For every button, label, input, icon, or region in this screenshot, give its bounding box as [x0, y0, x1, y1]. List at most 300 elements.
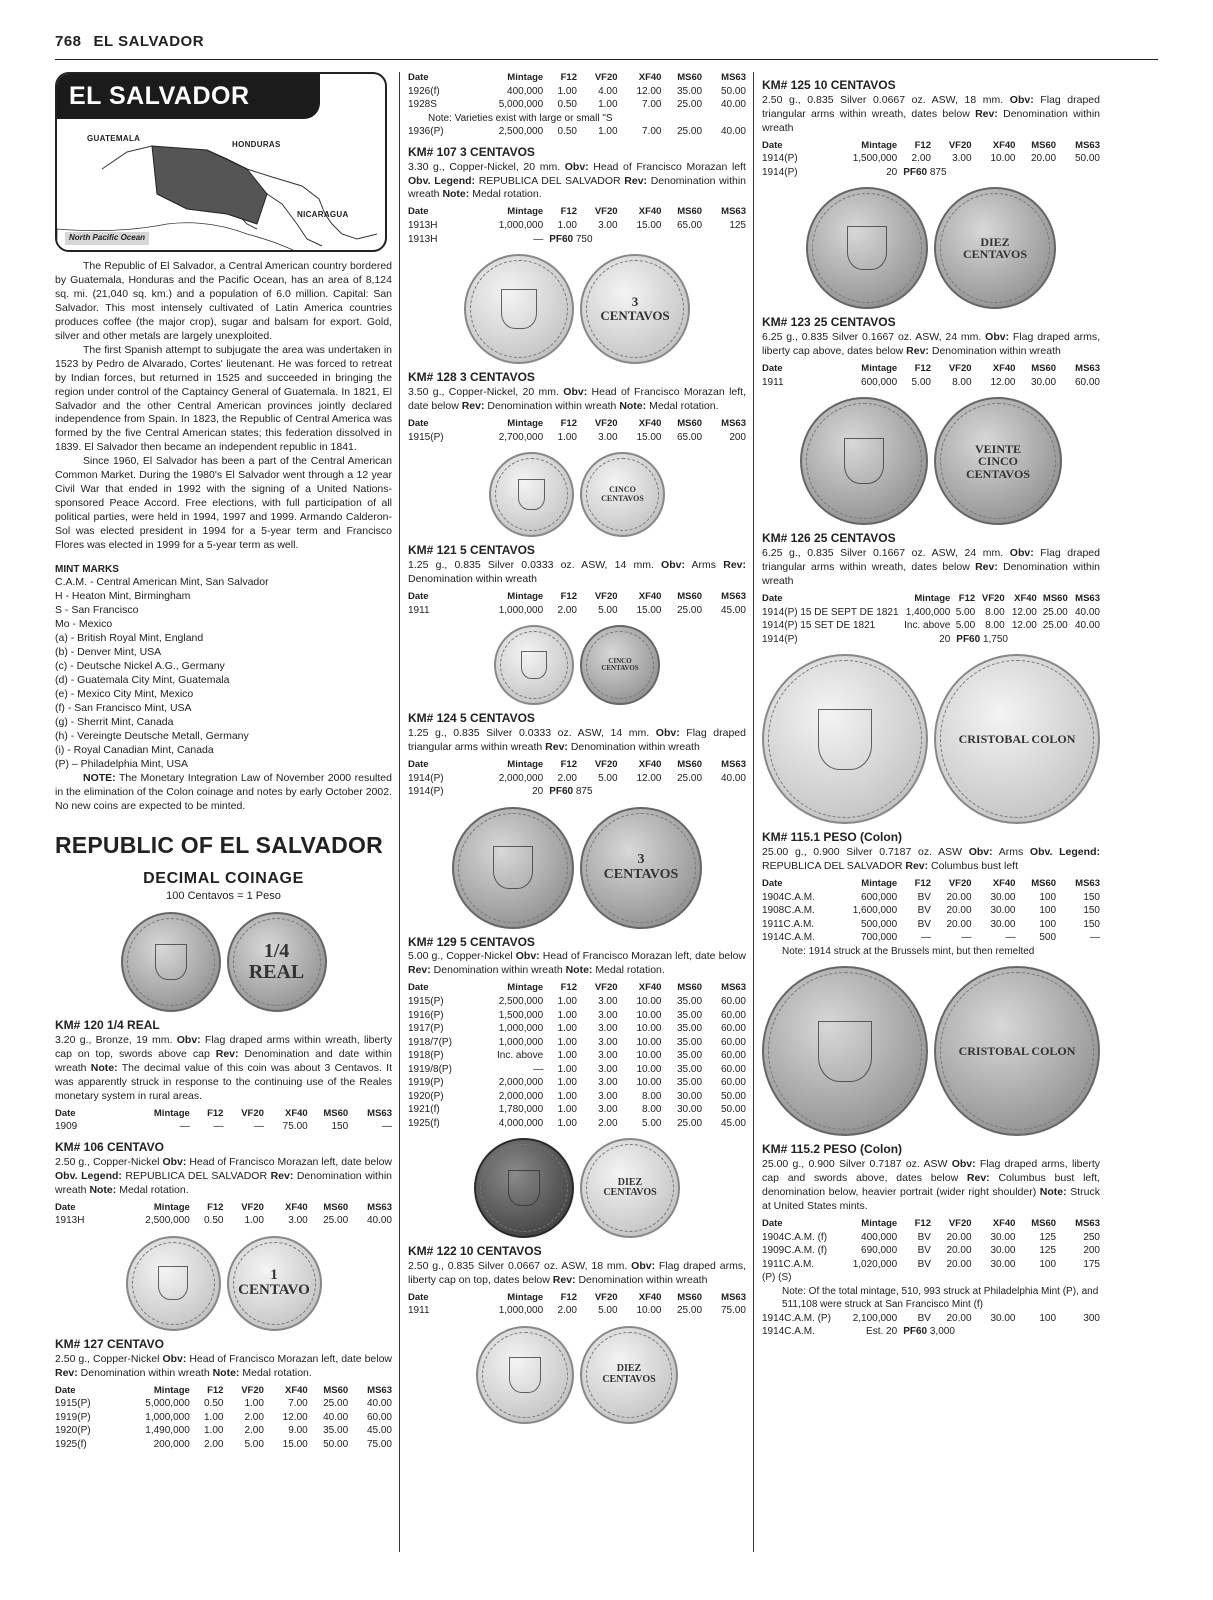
mintage-table: [408, 418, 746, 444]
table-cell: 5,000,000: [145, 1398, 190, 1410]
table-cell: 12.00: [636, 85, 662, 97]
intro-paragraph: The Republic of El Salvador, a Central American country bordered by Guatemala, Honduras and the Pacific Ocean, has an area of 8,124 sq. mi. (21,040 sq. km.) and a population of 6.0 million. Capital: San Salvador. This most intensely cultivated of Latin America countries produces coffee (the major crop), sugar and balsam for export. Gold, silver and other metals are largely unexploited.: [55, 260, 392, 342]
mint-mark-item: C.A.M. - Central American Mint, San Salvador: [55, 576, 269, 589]
column-header: F12: [560, 758, 577, 770]
description-label: Rev:: [905, 860, 929, 873]
mint-mark-item: S - San Francisco: [55, 604, 139, 617]
table-cell: 45.00: [720, 1117, 746, 1129]
table-cell: 30.00: [990, 1231, 1016, 1243]
coin-denomination: DIEZ CENTAVOS: [962, 234, 1027, 262]
column-header: MS60: [677, 1291, 703, 1303]
table-row: [408, 1009, 746, 1023]
column-header: MS63: [721, 758, 746, 770]
description-label: Obv. Legend:: [408, 174, 476, 187]
running-title: EL SALVADOR: [93, 33, 205, 50]
entry-description: 25.00 g., 0.900 Silver 0.7187 oz. ASW Obv: Flag draped arms, liberty cap and swords above, dates below Rev: Columbus bust left, denomination below, heavier portrait (wider right shoulder) Note: Struck at United States mints.: [762, 1158, 1101, 1213]
column-header: Date: [762, 878, 783, 890]
table-cell: 1909C.A.M. (f): [762, 1245, 828, 1257]
table-cell: 1.00: [557, 996, 577, 1007]
mint-marks-note: NOTE: The Monetary Integration Law of November 2000 resulted in the elimination of the Colon coinage and notes by early October 2002. No new coins are expected to be minted.: [55, 771, 392, 812]
table-cell: 1.00: [557, 431, 577, 443]
table-row: [762, 918, 1100, 932]
coin-images: [762, 397, 1100, 525]
coin-images: [408, 1138, 746, 1238]
table-cell: 5.00: [598, 772, 618, 784]
column-header: Mintage: [507, 417, 544, 429]
table-row: [408, 1103, 746, 1117]
table-cell: —: [179, 1121, 190, 1133]
table-cell: 2.00: [598, 1117, 618, 1129]
table-cell: 1925(f): [408, 1117, 440, 1129]
table-header-row: [762, 1218, 1100, 1231]
table-cell: 2.00: [244, 1411, 264, 1423]
entry-title: KM# 128 3 CENTAVOS: [408, 370, 535, 385]
table-cell: 3.00: [598, 1090, 618, 1102]
table-cell: 125: [729, 220, 746, 232]
description-label: Obv:: [631, 1259, 656, 1272]
column-header: MS63: [721, 417, 746, 429]
obverse-coin-image: [476, 1326, 574, 1424]
table-cell: 3.00: [598, 431, 618, 443]
table-cell: —: [1005, 932, 1016, 944]
mintage-table: [762, 878, 1100, 958]
table-cell: 20.00: [946, 905, 972, 917]
column-header: MS63: [1075, 1218, 1100, 1230]
table-cell: 2.00: [204, 1438, 224, 1450]
column-header: Date: [762, 1218, 783, 1230]
proof-row: [762, 166, 1100, 180]
catalog-entry: [762, 1142, 1100, 1338]
table-cell: 2,700,000: [498, 431, 544, 443]
entry-title: KM# 123 25 CENTAVOS: [762, 315, 896, 330]
table-cell: 12.00: [636, 772, 662, 784]
column-header: Date: [762, 593, 783, 605]
column-header: Date: [408, 417, 429, 429]
table-cell: 1,780,000: [498, 1104, 544, 1115]
table-cell: 60.00: [366, 1411, 392, 1423]
catalog-entry: [408, 935, 746, 1130]
table-cell: 30.00: [676, 1090, 703, 1102]
table-cell: 45.00: [720, 604, 746, 616]
column-header: MS63: [721, 590, 746, 602]
table-row: [762, 1312, 1100, 1326]
table-row: [408, 1022, 746, 1036]
column-header: XF40: [638, 590, 662, 602]
table-cell: 0.50: [204, 1215, 224, 1227]
table-cell: 2,100,000: [852, 1312, 898, 1324]
table-cell: 3.00: [598, 1036, 618, 1048]
table-cell: 50.00: [323, 1438, 349, 1450]
table-cell: 1913H: [55, 1215, 85, 1227]
mint-mark-item: (d) - Guatemala City Mint, Guatemala: [55, 673, 230, 686]
table-row: [762, 606, 1100, 620]
coin-denomination: 3 CENTAVOS: [603, 851, 679, 882]
table-cell: 8.00: [642, 1090, 662, 1102]
note-row: [762, 945, 1100, 959]
column-header: XF40: [992, 139, 1016, 151]
table-header-row: [55, 1385, 392, 1398]
column-header: Mintage: [861, 1218, 898, 1230]
table-row: [408, 772, 746, 786]
description-label: Note:: [212, 1366, 240, 1379]
description-label: Obv:: [951, 1158, 976, 1171]
table-cell: 2,500,000: [145, 1215, 190, 1227]
column-3: [762, 72, 1100, 1339]
description-label: Rev:: [906, 345, 929, 358]
table-cell: 175: [1083, 1258, 1100, 1270]
mintage-table: [762, 593, 1100, 646]
table-cell: 1914(P) 15 SET DE 1821: [762, 620, 876, 632]
table-cell: 2.00: [557, 604, 577, 616]
table-cell: 35.00: [676, 1036, 703, 1048]
catalog-entry: [408, 370, 746, 444]
coin-images: [408, 807, 746, 929]
coin-denomination: CINCO CENTAVOS: [601, 656, 639, 673]
table-cell: 1920(P): [408, 1090, 444, 1102]
proof-row: [762, 633, 1100, 647]
obverse-coin-image: [489, 452, 574, 537]
table-cell: 2,500,000: [498, 996, 544, 1007]
catalog-entry: [55, 1140, 392, 1228]
map-label-nicaragua: NICARAGUA: [297, 210, 349, 219]
column-header: MS63: [721, 72, 746, 83]
table-row: [55, 1214, 392, 1228]
table-cell: 12.00: [1011, 606, 1037, 618]
table-cell: 3.00: [598, 1104, 618, 1115]
note-row: [762, 1285, 1100, 1312]
column-header: XF40: [992, 1218, 1016, 1230]
table-cell: 50.00: [720, 1104, 746, 1115]
table-cell: 1918/7(P): [408, 1036, 452, 1048]
proof-label: PF60: [549, 786, 574, 798]
table-cell: 10.00: [636, 996, 662, 1007]
table-cell: —: [961, 932, 972, 944]
proof-row: [762, 1325, 1100, 1339]
table-cell: 75.00: [282, 1121, 308, 1133]
table-header-row: [408, 72, 746, 85]
entry-description: 1.25 g., 0.835 Silver 0.0333 oz. ASW, 14 mm. Obv: Arms Rev: Denomination within wreath: [408, 559, 746, 585]
table-cell: BV: [917, 905, 931, 917]
column-header: XF40: [284, 1107, 308, 1119]
table-cell: 7.00: [288, 1398, 308, 1410]
table-cell: 30.00: [990, 905, 1016, 917]
map-label-ocean: North Pacific Ocean: [65, 232, 149, 245]
table-cell: 40.00: [720, 99, 746, 111]
table-header-row: [408, 418, 746, 431]
table-row: [408, 219, 746, 233]
column-header: MS60: [677, 590, 703, 602]
table-cell: 125: [1039, 1231, 1057, 1243]
catalog-entry: [55, 1337, 392, 1451]
table-cell: 10.00: [636, 1050, 662, 1061]
column-header: MS63: [721, 206, 746, 218]
table-cell: 1.00: [557, 1023, 577, 1034]
mint-mark-item: (g) - Sherrit Mint, Canada: [55, 715, 174, 728]
table-cell: 1919(P): [408, 1077, 444, 1088]
table-cell: 1926(f): [408, 85, 440, 97]
table-cell: 35.00: [676, 1050, 703, 1061]
table-cell: 150: [331, 1121, 349, 1133]
column-header: MS60: [323, 1384, 349, 1396]
table-cell: —: [253, 1121, 264, 1133]
table-cell: Inc. above: [904, 620, 951, 632]
table-cell: 2.00: [557, 1305, 577, 1317]
table-row: [408, 1036, 746, 1050]
table-cell: 12.00: [1011, 620, 1037, 632]
column-header: XF40: [638, 417, 662, 429]
coat-of-arms-icon: [508, 1170, 540, 1206]
table-cell: 1.00: [598, 99, 618, 111]
column-header: Mintage: [861, 363, 898, 375]
column-header: MS63: [1075, 363, 1100, 375]
table-cell: 20.00: [946, 918, 972, 930]
table-cell: 2,500,000: [498, 126, 544, 138]
column-header: VF20: [594, 206, 618, 218]
table-cell: 1904C.A.M.: [762, 891, 815, 903]
table-cell: 3.00: [288, 1215, 308, 1227]
table-header-row: [762, 363, 1100, 376]
table-cell: —: [382, 1121, 392, 1133]
table-cell: BV: [917, 918, 931, 930]
table-cell: 15.00: [636, 604, 662, 616]
table-row: [408, 995, 746, 1009]
entry-description: 1.25 g., 0.835 Silver 0.0333 oz. ASW, 14 mm. Obv: Flag draped triangular arms within wreath Rev: Denomination within wreath: [408, 726, 746, 753]
column-header: MS60: [323, 1107, 349, 1119]
table-row: [408, 1076, 746, 1090]
table-cell: 125: [1039, 1245, 1057, 1257]
mintage-table: [408, 759, 746, 799]
table-cell: 1914(P): [762, 153, 798, 165]
reverse-coin-image: [580, 254, 690, 364]
column-header: VF20: [594, 758, 618, 770]
coin-denomination: DIEZ CENTAVOS: [603, 1176, 657, 1198]
column-header: MS60: [1031, 363, 1057, 375]
column-header: Mintage: [153, 1201, 190, 1213]
table-cell: 3.00: [598, 220, 618, 232]
column-header: VF20: [594, 982, 618, 994]
table-cell: 1919(P): [55, 1411, 91, 1423]
mintage-table: [762, 363, 1100, 389]
entry-title: KM# 106 CENTAVO: [55, 1139, 164, 1154]
table-cell: Est. 20: [866, 1326, 898, 1338]
table-cell: 8.00: [642, 1104, 662, 1115]
coin-images: [408, 452, 746, 537]
section-subtitle: DECIMAL COINAGE: [143, 870, 304, 888]
table-cell: 1,600,000: [852, 905, 898, 917]
map-label-guatemala: GUATEMALA: [87, 134, 141, 143]
table-cell: 30.00: [990, 1258, 1016, 1270]
description-label: Rev:: [552, 1273, 576, 1286]
table-cell: 50.00: [720, 85, 746, 97]
table-cell: 10.00: [636, 1077, 662, 1088]
coat-of-arms-icon: [847, 226, 886, 270]
table-cell: 1,400,000: [905, 606, 951, 618]
description-label: Rev:: [408, 964, 431, 977]
table-cell: 20.00: [946, 891, 972, 903]
column-header: VF20: [594, 72, 618, 83]
description-label: Rev:: [975, 107, 998, 120]
table-cell: 8.00: [985, 606, 1005, 618]
reverse-coin-image: [934, 397, 1062, 525]
column-header: Date: [408, 982, 429, 994]
table-row: [408, 1049, 746, 1063]
mint-mark-item: H - Heaton Mint, Birmingham: [55, 590, 191, 603]
table-cell: 9.00: [288, 1425, 308, 1437]
table-cell: 35.00: [323, 1425, 349, 1437]
table-row: [55, 1438, 392, 1452]
table-cell: 3.00: [598, 996, 618, 1007]
column-2: [408, 72, 746, 1428]
table-row: [762, 152, 1100, 166]
table-cell: 60.00: [720, 1036, 746, 1048]
table-row: [55, 1411, 392, 1425]
table-cell: 150: [1083, 918, 1100, 930]
table-header-row: [55, 1202, 392, 1215]
table-cell: 60.00: [720, 1077, 746, 1088]
table-cell: 1914(P): [408, 772, 444, 784]
coat-of-arms-icon: [521, 651, 547, 680]
table-cell: 1,000,000: [498, 1305, 544, 1317]
table-row: [762, 376, 1100, 390]
table-cell: 100: [1039, 918, 1057, 930]
column-header: F12: [560, 1291, 577, 1303]
table-cell: 150: [1083, 905, 1100, 917]
mint-mark-item: (f) - San Francisco Mint, USA: [55, 701, 192, 714]
table-cell: 25.00: [676, 772, 703, 784]
mintage-table: [408, 591, 746, 617]
table-header-row: [408, 759, 746, 772]
table-cell: —: [213, 1121, 224, 1133]
column-divider: [753, 72, 754, 1552]
table-cell: 2,000,000: [498, 772, 544, 784]
table-row: [408, 85, 746, 99]
reverse-coin-image: [934, 187, 1056, 309]
coat-of-arms-icon: [493, 846, 532, 890]
table-cell: 2.00: [244, 1425, 264, 1437]
table-cell: 5.00: [642, 1117, 662, 1129]
column-header: F12: [560, 982, 577, 994]
table-cell: 1.00: [244, 1215, 264, 1227]
table-row: [762, 619, 1100, 633]
description-label: Rev:: [966, 1172, 990, 1185]
table-cell: 1,000,000: [498, 1036, 544, 1048]
table-cell: 1911C.A.M.: [762, 918, 815, 930]
table-cell: 1.00: [557, 1063, 577, 1075]
table-cell: —: [533, 1063, 544, 1075]
table-cell: 1.00: [557, 1036, 577, 1048]
table-header-row: [408, 206, 746, 219]
table-cell: 12.00: [282, 1411, 308, 1423]
description-label: Rev:: [545, 740, 568, 753]
proof-label: PF60: [903, 166, 928, 178]
table-cell: 10.00: [636, 1305, 662, 1317]
coat-of-arms-icon: [501, 289, 536, 329]
table-row: [762, 891, 1100, 905]
column-header: F12: [207, 1107, 224, 1119]
table-cell: 1,000,000: [498, 220, 544, 232]
table-cell: 12.00: [990, 376, 1016, 388]
catalog-entry: [408, 145, 746, 246]
table-row: [762, 1231, 1100, 1245]
column-header: MS60: [677, 206, 703, 218]
table-cell: 45.00: [366, 1425, 392, 1437]
column-header: Date: [408, 72, 429, 83]
column-header: F12: [958, 593, 976, 605]
column-header: MS60: [1031, 878, 1057, 890]
column-header: F12: [914, 363, 931, 375]
table-cell: 1915(P): [408, 996, 444, 1007]
table-cell: 1917(P): [408, 1023, 444, 1034]
table-cell: 1,500,000: [852, 153, 898, 165]
table-cell: 1.00: [598, 126, 618, 138]
table-header-row: [762, 593, 1100, 606]
table-cell: 1,000,000: [498, 1023, 544, 1034]
table-cell: 20: [939, 633, 951, 645]
entry-description: 3.30 g., Copper-Nickel, 20 mm. Obv: Head of Francisco Morazan left Obv. Legend: REPUBLICA DEL SALVADOR Rev: Denomination within wreath Note: Medal rotation.: [408, 160, 746, 201]
coin-images: [408, 1326, 746, 1424]
table-cell: BV: [917, 1312, 931, 1324]
mint-mark-item: Mo - Mexico: [55, 618, 113, 631]
entry-description: 6.25 g., 0.835 Silver 0.1667 oz. ASW, 24 mm. Obv: Flag draped triangular arms within wreath, dates below Rev: Denomination within wreath: [762, 547, 1100, 588]
description-label: Obv:: [655, 726, 680, 739]
mintage-table: [762, 140, 1100, 180]
column-header: F12: [914, 878, 931, 890]
table-cell: 1.00: [557, 1009, 577, 1021]
table-cell: 3.00: [952, 153, 972, 165]
description-label: Note:: [90, 1061, 118, 1074]
column-header: MS63: [1075, 878, 1100, 890]
table-note: Note: Of the total mintage, 510, 993 struck at Philadelphia Mint (P), and 511,108 were struck at San Francisco Mint (f): [782, 1285, 1099, 1311]
column-divider: [399, 72, 400, 1552]
map-label-honduras: HONDURAS: [232, 140, 281, 149]
reverse-coin-image: [580, 807, 702, 929]
table-cell: 500: [1039, 932, 1057, 944]
reverse-coin-image: [934, 966, 1100, 1136]
table-cell: 5.00: [955, 606, 976, 618]
column-header: VF20: [948, 139, 972, 151]
catalog-entry: [408, 711, 746, 798]
entry-title: KM# 127 CENTAVO: [55, 1336, 164, 1351]
table-cell: 60.00: [1074, 376, 1100, 388]
coat-of-arms-icon: [509, 1357, 540, 1392]
table-cell: 0.50: [557, 126, 577, 138]
table-cell: 50.00: [1074, 153, 1100, 165]
table-cell: 35.00: [676, 1023, 703, 1034]
description-label: Rev:: [723, 559, 746, 571]
obverse-coin-image: [452, 807, 574, 929]
table-cell: 20.00: [946, 1231, 972, 1243]
mint-mark-item: (P) – Philadelphia Mint, USA: [55, 757, 189, 770]
table-cell: 25.00: [676, 1117, 703, 1129]
entry-title: KM# 129 5 CENTAVOS: [408, 934, 535, 949]
table-cell: 100: [1039, 1312, 1057, 1324]
table-cell: 1914C.A.M.: [762, 932, 815, 944]
mintage-table: [55, 1202, 392, 1228]
table-cell: 200,000: [153, 1438, 190, 1450]
description-label: Obv. Legend:: [1029, 846, 1100, 859]
mint-mark-item: (h) - Vereingte Deutsche Metall, Germany: [55, 729, 249, 742]
table-cell: 250: [1083, 1231, 1100, 1243]
obverse-coin-image: [121, 912, 221, 1012]
column-header: Date: [408, 758, 429, 770]
table-cell: 2.00: [911, 153, 931, 165]
obverse-coin-image: [126, 1236, 221, 1331]
table-cell: 40.00: [1074, 606, 1100, 618]
coin-images: [55, 912, 392, 1012]
table-cell: 1919/8(P): [408, 1063, 452, 1075]
coat-of-arms-icon: [818, 1021, 872, 1082]
table-cell: 25.00: [676, 1305, 703, 1317]
